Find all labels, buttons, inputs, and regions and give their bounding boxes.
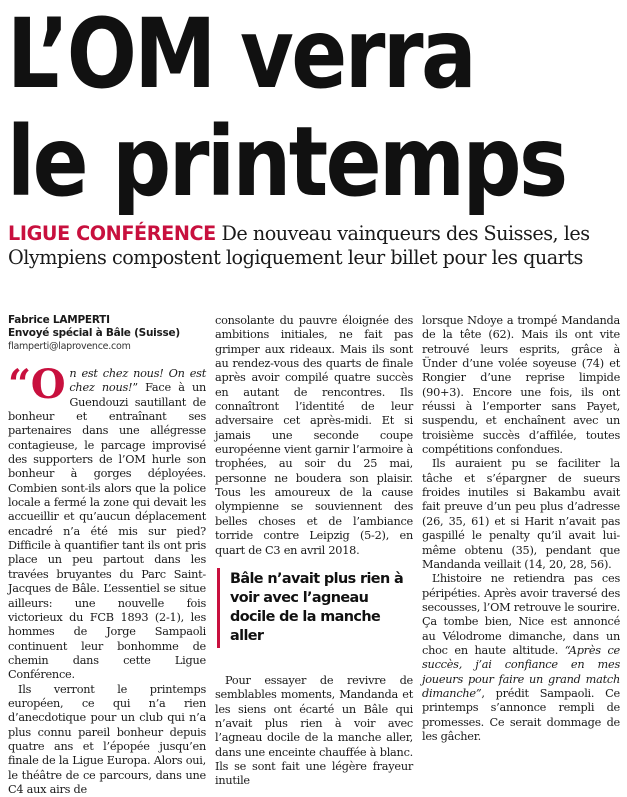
paragraph-start: L’histoire ne retiendra pas ces péripéties. Après avoir traversé des secousses, l’OM retrouve le sourire. Ça tombe bien, Nice est annoncé au Vélodrome dimanche, dans un choc en haute altitude. (422, 572, 620, 657)
article-columns (8, 314, 620, 796)
column-1 (8, 314, 206, 796)
paragraph-end: , prédit Sampaoli. Ce printemps s’annonce rempli de promesses. Ce serait dommage de les gâcher. (422, 686, 620, 743)
lead-paragraph (8, 361, 206, 683)
paragraph: Pour essayer de revivre de semblables moments, Mandanda et les siens ont écarté un Bâle qui n’avait plus rien à voir avec l’agneau docile de la manche aller, dans une enceinte chauffée à blanc. Ils se sont fait une légère frayeur inutile (215, 673, 413, 788)
byline-role: Envoyé spécial à Bâle (Suisse) (8, 327, 180, 339)
pull-quote: Bâle n’avait plus rien à voir avec l’agneau docile de la manche aller (217, 568, 413, 648)
deck (8, 222, 617, 270)
byline (8, 314, 206, 353)
deck-text: De nouveau vainqueurs des Suisses, les Olympiens compostent logiquement leur billet pour les quarts (8, 222, 590, 269)
byline-author: Fabrice LAMPERTI (8, 314, 110, 326)
byline-email: flamperti@laprovence.com (8, 341, 131, 352)
drop-quote-mark: “O (8, 361, 66, 408)
headline-line-2: le printemps (6, 106, 566, 218)
lead-quote: n est chez nous! On est chez nous! (69, 367, 206, 395)
headline-line-1: L’OM verra (6, 0, 475, 110)
paragraph (422, 572, 620, 744)
paragraph: Ils auraient pu se faciliter la tâche et s’épargner de sueurs froides inutiles si Bakambu avait fait preuve d’un peu plus d’adresse (26, 35, 61) et si Harit n’avait pas gaspillé le penalty qu’il avait lui-même obtenu (35), pendant que Mandanda veillait (14, 20, 28, 56). (422, 457, 620, 571)
coach-quote: “Après ce succès, j’ai confiance en mes joueurs pour faire un grand match dimanche” (422, 643, 620, 700)
lead-rest: ” Face à un Guendouzi sautillant de bonheur et entraînant ses partenaires dans une allégresse contagieuse, le parcage improvisé des supporters de l’OM hurle son bonheur à gorges déployées. Combien sont-ils alors que la police locale a fermé la zone qui devait les accueillir et qu’aucun déplacement encadré n’a été mis sur pied? Difficile à quantifier tant ils ont pris place un peu partout dans les travées bruyantes du Parc Saint-Jacques de Bâle. L’essentiel se situe ailleurs: une nouvelle fois victorieux du FCB 1893 (2-1), les hommes de Jorge Sampaoli continuent leur bonhomme de chemin dans cette Ligue Conférence. (8, 381, 206, 682)
paragraph: Ils verront le printemps européen, ce qui n’a rien d’anecdotique pour un club qui n’a plus connu pareil bonheur depuis quatre ans et l’épopée jusqu’en finale de la Ligue Europa. Alors oui, le théâtre de ce parcours, dans une C4 aux airs de (8, 682, 206, 796)
paragraph: lorsque Ndoye a trompé Mandanda de la tête (62). Mais ils ont vite retrouvé leurs esprits, grâce à Ünder d’une volée soyeuse (74) et Rongier d’une reprise limpide (90+3). Encore une fois, ils ont réussi à l’emporter sans Payet, suspendu, et enchaînent avec un troisième succès d’affilée, toutes compétitions confondues. (422, 314, 620, 457)
column-3 (422, 314, 620, 742)
section-kicker: LIGUE CONFÉRENCE (8, 222, 216, 245)
column-2 (215, 314, 413, 788)
paragraph: consolante du pauvre éloignée des ambitions initiales, ne fait pas grimper aux rideaux. Mais ils sont au rendez-vous des quarts de finale après avoir compilé quatre succès en autant de rencontres. Ils connaîtront l’identité de leur adversaire cet après-midi. Et si jamais une seconde coupe européenne vient garnir l’armoire à trophées, au soir du 25 mai, personne ne boudera son plaisir. Tous les amoureux de la cause olympienne se souviennent des belles choses et de l’ambiance torride contre Leipzig (5-2), en quart de C3 en avril 2018. (215, 314, 413, 557)
headline (0, 0, 566, 218)
